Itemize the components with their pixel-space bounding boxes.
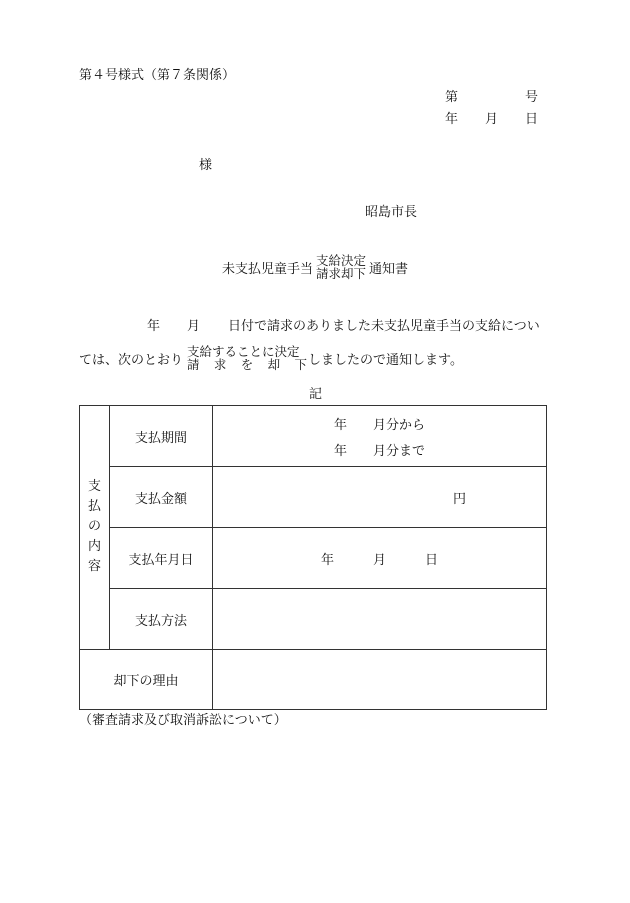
table-row: [80, 528, 547, 589]
amount-label: 支払金額: [110, 467, 213, 528]
doc-number-prefix: 第: [445, 90, 459, 105]
payment-method-label: 支払方法: [110, 589, 213, 650]
payment-date-value: 年 月 日: [213, 528, 547, 589]
body-option-approve: 支給することに決定: [187, 344, 300, 359]
payment-content-group-label: [80, 406, 110, 650]
title-after: 通知書: [369, 262, 409, 277]
body-line1-text: 日付で請求のありました未支払児童手当の支給につい: [228, 319, 540, 334]
table-row: [80, 650, 547, 710]
ki-heading: 記: [309, 387, 323, 402]
amount-value-cell: [213, 467, 547, 528]
doc-number-suffix: 号: [525, 90, 539, 105]
form-number: 第４号様式（第７条関係）: [79, 68, 236, 83]
reject-char: 求: [213, 357, 227, 373]
body-month: 月: [187, 319, 201, 334]
table-row: [80, 406, 547, 467]
date-month: 月: [485, 112, 499, 127]
rejection-reason-label: 却下の理由: [80, 650, 213, 710]
title-before: 未支払児童手当: [222, 262, 314, 277]
period-to: 年 月分まで: [333, 443, 425, 459]
recipient-honorific: 様: [199, 158, 213, 173]
reject-char: を: [240, 357, 254, 373]
group-label-char: の: [87, 519, 101, 535]
amount-unit: 円: [452, 491, 466, 507]
table-row: [80, 467, 547, 528]
reject-char: 却: [267, 357, 281, 373]
group-label-char: 支: [87, 479, 101, 495]
group-label-char: 内: [87, 538, 101, 554]
period-value-cell: [213, 406, 547, 467]
body-options: [187, 345, 307, 371]
footnote: （審査請求及び取消訴訟について）: [79, 713, 287, 728]
period-label: 支払期間: [110, 406, 213, 467]
body-option-reject: [187, 358, 307, 371]
payment-date-label: 支払年月日: [110, 528, 213, 589]
body-line2-prefix: ては、次のとおり: [79, 353, 184, 368]
date-year: 年: [445, 112, 459, 127]
payment-method-value: [213, 589, 547, 650]
date-day: 日: [525, 112, 539, 127]
reject-char: 請: [187, 357, 200, 373]
issuer-name: 昭島市長: [365, 205, 418, 220]
table-row: [80, 589, 547, 650]
rejection-reason-value: [213, 650, 547, 710]
title-options: [316, 254, 366, 280]
title-option-reject: 請求却下: [316, 266, 367, 282]
group-label-char: 払: [87, 499, 101, 515]
payment-details-table: [79, 405, 547, 710]
body-line2-suffix: しましたので通知します。: [308, 353, 463, 368]
period-from: 年 月分から: [333, 417, 425, 433]
body-year: 年: [147, 319, 161, 334]
group-label-char: 容: [87, 558, 101, 574]
reject-char: 下: [294, 357, 307, 373]
title-option-approve: 支給決定: [316, 253, 367, 268]
